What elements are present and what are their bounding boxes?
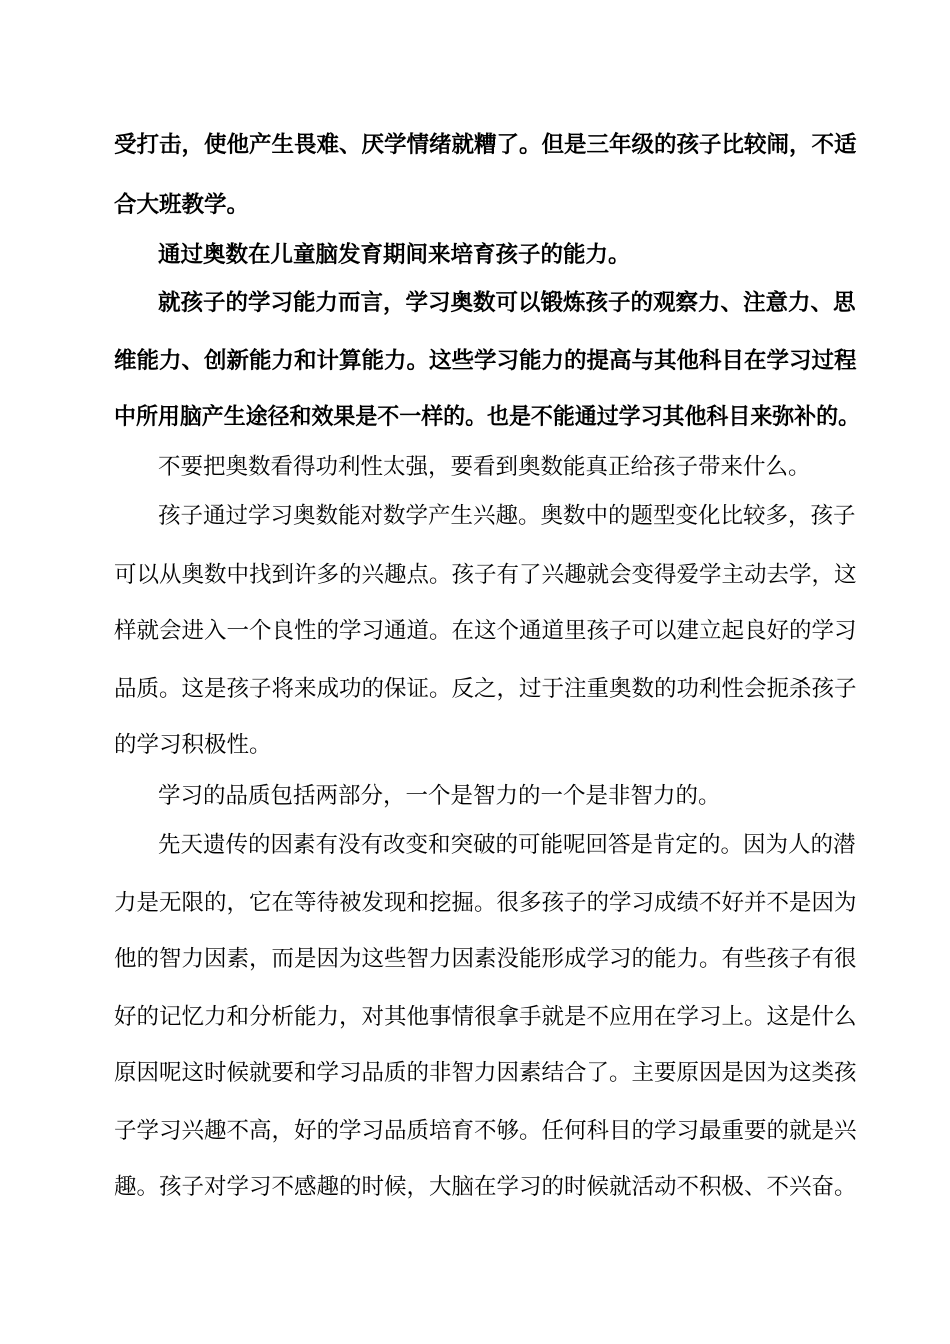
text-line: 孩子通过学习奥数能对数学产生兴趣。奥数中的题型变化比较多，孩子: [158, 503, 856, 529]
text-line: 好的记忆力和分析能力，对其他事情很拿手就是不应用在学习上。这是什么: [114, 1004, 857, 1030]
text-line: 中所用脑产生途径和效果是不一样的。也是不能通过学习其他科目来弥补的。: [114, 404, 861, 430]
text-line: 先天遗传的因素有没有改变和突破的可能呢回答是肯定的。因为人的潜: [158, 832, 856, 858]
text-line: 的学习积极性。: [114, 732, 272, 758]
text-line: 不要把奥数看得功利性太强，要看到奥数能真正给孩子带来什么。: [158, 454, 811, 480]
text-line: 品质。这是孩子将来成功的保证。反之，过于注重奥数的功利性会扼杀孩子: [114, 676, 857, 702]
text-line: 受打击，使他产生畏难、厌学情绪就糟了。但是三年级的孩子比较闹，不适: [114, 132, 857, 158]
text-line: 力是无限的，它在等待被发现和挖掘。很多孩子的学习成绩不好并不是因为: [114, 890, 857, 916]
text-line: 合大班教学。: [114, 192, 250, 218]
text-line: 趣。孩子对学习不感趣的时候，大脑在学习的时候就活动不积极、不兴奋。: [114, 1174, 857, 1200]
text-line: 学习的品质包括两部分，一个是智力的一个是非智力的。: [158, 783, 721, 809]
text-line: 可以从奥数中找到许多的兴趣点。孩子有了兴趣就会变得爱学主动去学，这: [114, 562, 857, 588]
text-line: 他的智力因素，而是因为这些智力因素没能形成学习的能力。有些孩子有很: [114, 946, 857, 972]
text-line: 通过奥数在儿童脑发育期间来培育孩子的能力。: [158, 242, 631, 268]
text-line: 样就会进入一个良性的学习通道。在这个通道里孩子可以建立起良好的学习: [114, 618, 857, 644]
text-line: 子学习兴趣不高，好的学习品质培育不够。任何科目的学习最重要的就是兴: [114, 1118, 857, 1144]
text-line: 就孩子的学习能力而言，学习奥数可以锻炼孩子的观察力、注意力、思: [158, 290, 856, 316]
text-line: 维能力、创新能力和计算能力。这些学习能力的提高与其他科目在学习过程: [114, 348, 857, 374]
text-line: 原因呢这时候就要和学习品质的非智力因素结合了。主要原因是因为这类孩: [114, 1060, 857, 1086]
